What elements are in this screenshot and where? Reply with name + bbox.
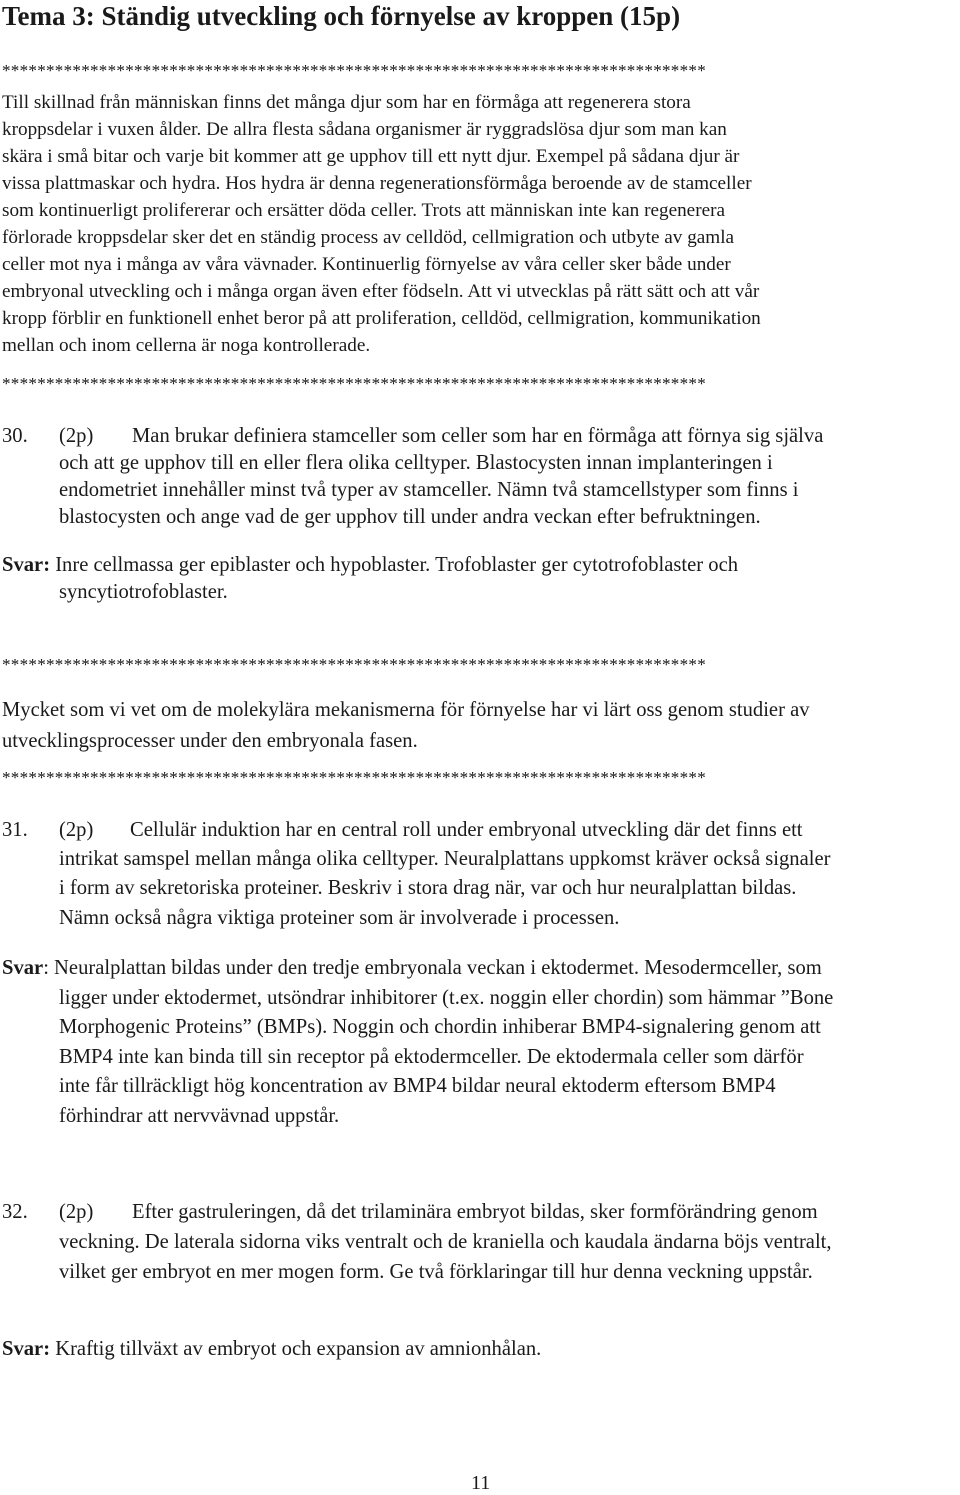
question-number: 32.: [2, 1201, 28, 1223]
intro-line: embryonal utveckling och i många organ även efter födseln. Att vi utvecklas på rätt sätt och att vår: [2, 281, 760, 302]
question-line: Efter gastruleringen, då det trilaminära embryot bildas, sker formförändring genom: [132, 1201, 818, 1223]
answer-line: [2, 955, 822, 982]
question-line: och att ge upphov till en eller flera olika celltyper. Blastocysten innan implanteringen i: [59, 452, 773, 474]
answer-text: Inre cellmassa ger epiblaster och hypoblaster. Trofoblaster ger cytotrofoblaster och: [50, 554, 739, 576]
intro-line: som kontinuerligt prolifererar och ersätter döda celler. Trots att människan inte kan regenerera: [2, 200, 726, 221]
separator-line: ********************************************************************************: [2, 374, 706, 393]
answer-line: syncytiotrofoblaster.: [59, 581, 228, 603]
separator-line: ********************************************************************************: [2, 768, 706, 787]
interlude-line: utvecklingsprocesser under den embryonala fasen.: [2, 730, 418, 752]
interlude-line: Mycket som vi vet om de molekylära mekanismerna för förnyelse har vi lärt oss genom studier av: [2, 699, 810, 721]
question-points: (2p): [59, 1201, 94, 1223]
question-line: vilket ger embryot en mer mogen form. Ge två förklaringar till hur denna veckning uppstår.: [59, 1261, 813, 1283]
answer-line: förhindrar att nervvävnad uppstår.: [59, 1105, 340, 1127]
intro-line: förlorade kroppsdelar sker det en ständig process av celldöd, cellmigration och utbyte av gamla: [2, 227, 735, 248]
document-title: Tema 3: Ständig utveckling och förnyelse av kroppen (15p): [2, 1, 681, 31]
intro-line: kroppsdelar i vuxen ålder. De allra flesta sådana organismer är ryggradslösa djur som man kan: [2, 119, 727, 140]
separator-line: ********************************************************************************: [2, 61, 706, 80]
separator-line: ********************************************************************************: [2, 655, 706, 674]
answer-line: inte får tillräckligt hög koncentration av BMP4 bildar neural ektoderm eftersom BMP4: [59, 1075, 776, 1097]
question-line: blastocysten och ange vad de ger upphov till under andra veckan efter befruktningen.: [59, 506, 761, 528]
answer-label: Svar:: [2, 554, 51, 576]
question-points: (2p): [59, 819, 94, 841]
answer-label: Svar: [2, 957, 44, 979]
answer-label: Svar:: [2, 1338, 51, 1360]
intro-line: mellan och inom cellerna är noga kontrollerade.: [2, 335, 371, 356]
answer-text: Kraftig tillväxt av embryot och expansion av amnionhålan.: [50, 1338, 542, 1360]
answer-line: [2, 552, 738, 579]
question-line: veckning. De laterala sidorna viks ventralt och de kraniella och kaudala ändarna böjs ventralt,: [59, 1231, 832, 1253]
answer-line: Morphogenic Proteins” (BMPs). Noggin och chordin inhiberar BMP4-signalering genom att: [59, 1016, 821, 1038]
intro-line: Till skillnad från människan finns det många djur som har en förmåga att regenerera stora: [2, 92, 691, 113]
answer-line: [2, 1336, 541, 1363]
answer-line: ligger under ektodermet, utsöndrar inhibitorer (t.ex. noggin eller chordin) som hämmar ”Bone: [59, 987, 834, 1009]
question-number: 30.: [2, 425, 28, 447]
intro-line: skära i små bitar och varje bit kommer att ge upphov till ett nytt djur. Exempel på sådana djur är: [2, 146, 740, 167]
question-points: (2p): [59, 425, 94, 447]
intro-line: vissa plattmaskar och hydra. Hos hydra är denna regenerationsförmåga beroende av de stamceller: [2, 173, 752, 194]
question-line: Man brukar definiera stamceller som celler som har en förmåga att förnya sig själva: [132, 425, 824, 447]
intro-line: celler mot nya i många av våra vävnader. Kontinuerlig förnyelse av våra celler sker både under: [2, 254, 731, 275]
page-number: 11: [471, 1472, 491, 1494]
question-line: i form av sekretoriska proteiner. Beskriv i stora drag när, var och hur neuralplattan bildas.: [59, 877, 797, 899]
question-line: endometriet innehåller minst två typer av stamceller. Nämn två stamcellstyper som finns i: [59, 479, 799, 501]
intro-line: kropp förblir en funktionell enhet beror på att proliferation, celldöd, cellmigration, kommunikation: [2, 308, 761, 329]
question-line: Cellulär induktion har en central roll under embryonal utveckling där det finns ett: [130, 819, 803, 841]
question-line: Nämn också några viktiga proteiner som är involverade i processen.: [59, 907, 620, 929]
question-line: intrikat samspel mellan många olika celltyper. Neuralplattans uppkomst kräver också signaler: [59, 848, 831, 870]
answer-text: : Neuralplattan bildas under den tredje embryonala veckan i ektodermet. Mesodermceller, som: [43, 957, 822, 979]
question-number: 31.: [2, 819, 28, 841]
answer-line: BMP4 inte kan binda till sin receptor på ektodermceller. De ektodermala celler som därför: [59, 1046, 804, 1068]
